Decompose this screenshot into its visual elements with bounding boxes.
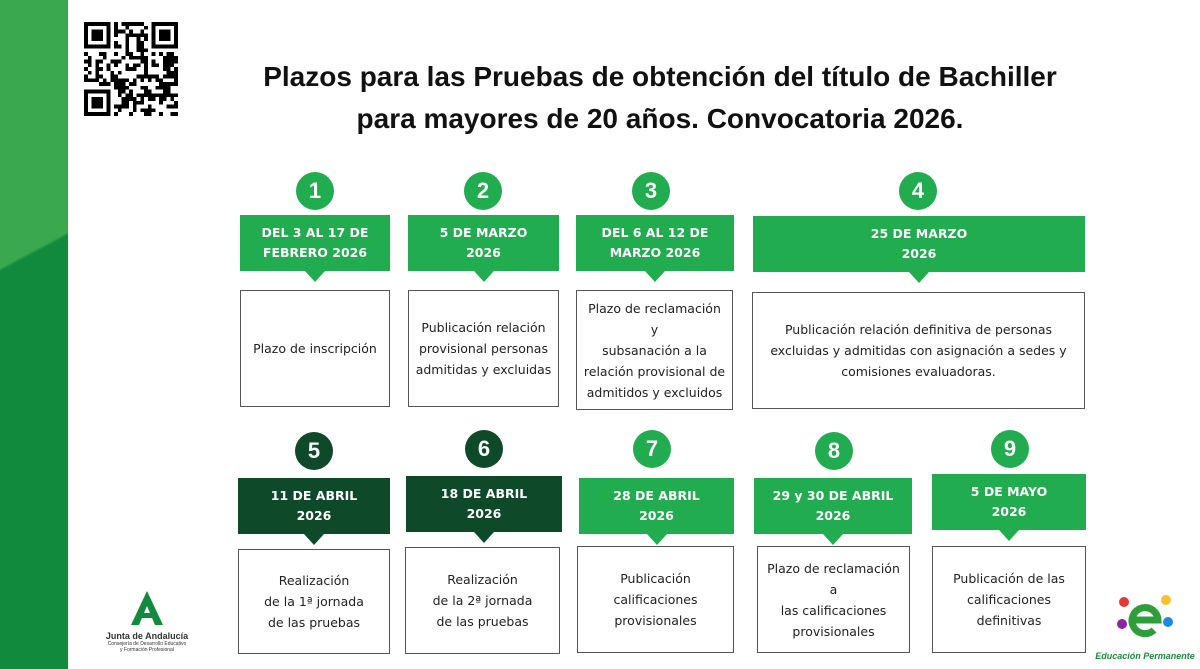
step-6-description: Realización de la 2ª jornada de las pruebas	[405, 547, 560, 654]
step-4-description: Publicación relación definitiva de personas excluidas y admitidas con asignación a sedes y comisiones evaluadoras.	[752, 292, 1085, 409]
step-5-date-banner: 11 DE ABRIL 2026	[238, 478, 390, 534]
step-8-description: Plazo de reclamación a las calificaciones provisionales	[757, 546, 910, 653]
step-2-description: Publicación relación provisional personas admitidas y excluidas	[408, 290, 559, 407]
step-5-number: 5	[295, 432, 333, 470]
educacion-permanente-e-icon	[1110, 588, 1180, 646]
step-2-number: 2	[464, 172, 502, 210]
title-line-1: Plazos para las Pruebas de obtención del título de Bachiller	[263, 61, 1057, 92]
junta-andalucia-logo	[102, 590, 192, 660]
step-4-date-banner: 25 DE MARZO 2026	[753, 216, 1085, 272]
educacion-permanente-name: Educación Permanente	[1095, 651, 1195, 661]
junta-andalucia-a-icon	[130, 590, 164, 626]
step-8-number: 8	[815, 432, 853, 470]
junta-name: Junta de Andalucía	[105, 631, 189, 641]
step-1-description: Plazo de inscripción	[240, 290, 390, 407]
step-3-description: Plazo de reclamación y subsanación a la relación provisional de admitidos y excluidos	[576, 290, 733, 410]
step-7-date-banner: 28 DE ABRIL 2026	[579, 478, 734, 534]
step-1-number: 1	[296, 172, 334, 210]
step-1-date-banner: DEL 3 AL 17 DE FEBRERO 2026	[240, 215, 390, 271]
step-6-number: 6	[465, 430, 503, 468]
step-9-number: 9	[991, 430, 1029, 468]
sidebar-light-triangle	[0, 0, 68, 669]
page-title	[210, 56, 1110, 140]
step-7-description: Publicación calificaciones provisionales	[577, 546, 734, 653]
educacion-permanente-logo	[1095, 588, 1195, 662]
step-9-description: Publicación de las calificaciones definitivas	[932, 546, 1086, 653]
step-4-number: 4	[899, 172, 937, 210]
step-3-number: 3	[632, 172, 670, 210]
junta-subtitle: Consejería de Desarrollo Educativo y Formación Profesional	[107, 641, 187, 653]
step-8-date-banner: 29 y 30 DE ABRIL 2026	[754, 478, 912, 534]
qr-code-icon	[84, 22, 178, 116]
step-9-date-banner: 5 DE MAYO 2026	[932, 474, 1086, 530]
step-5-description: Realización de la 1ª jornada de las pruebas	[238, 549, 390, 654]
step-3-date-banner: DEL 6 AL 12 DE MARZO 2026	[576, 215, 734, 271]
step-6-date-banner: 18 DE ABRIL 2026	[406, 476, 562, 532]
step-2-date-banner: 5 DE MARZO 2026	[408, 215, 559, 271]
step-7-number: 7	[633, 430, 671, 468]
title-line-2: para mayores de 20 años. Convocatoria 2026.	[356, 103, 964, 134]
